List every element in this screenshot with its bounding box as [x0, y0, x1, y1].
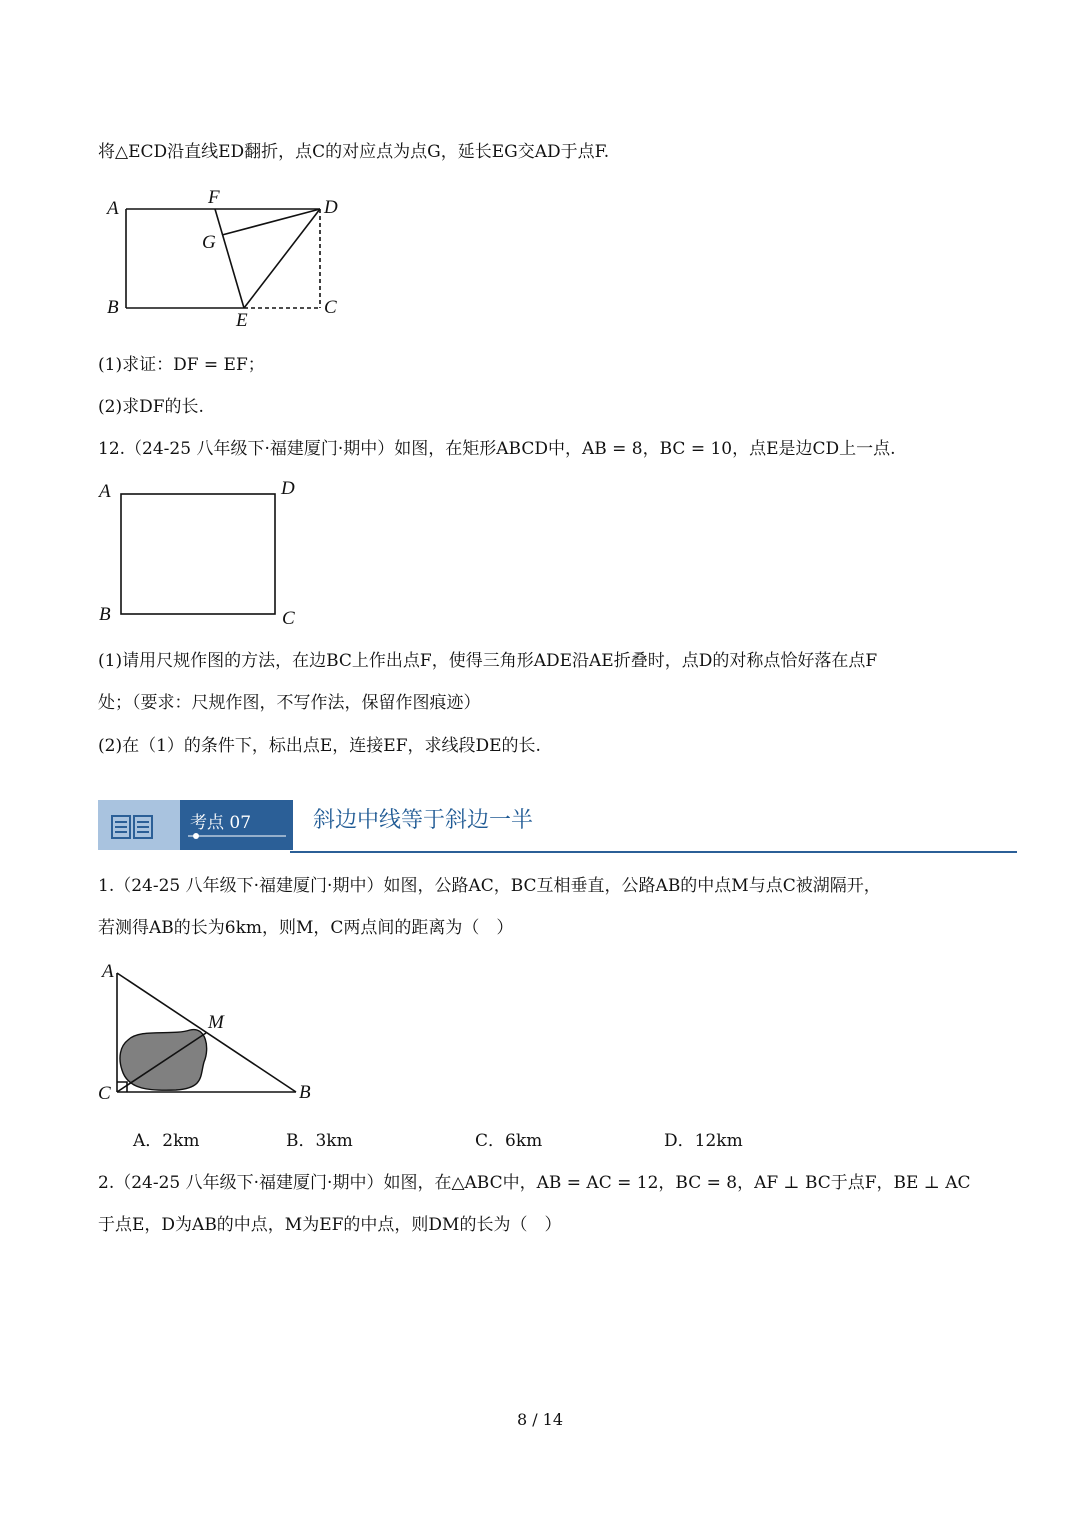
problem12-stem: 12.（24-25 八年级下·福建厦门·期中）如图，在矩形ABCD中，AB = 8，BC = 10，点E是边CD上一点. [98, 439, 896, 459]
fig2-label-B: B [99, 604, 111, 625]
fig1-label-C: C [324, 297, 337, 318]
problem1-stem-line1: 1.（24-25 八年级下·福建厦门·期中）如图，公路AC，BC互相垂直，公路AB的中点M与点C被湖隔开， [98, 876, 881, 896]
fig1-label-E: E [236, 310, 248, 331]
fig2-label-D: D [281, 478, 295, 499]
fig2-label-A: A [99, 481, 111, 502]
fig2-label-C: C [282, 608, 295, 629]
problem2-stem-line2: 于点E，D为AB的中点，M为EF的中点，则DM的长为（ ） [98, 1215, 562, 1235]
fig1-label-B: B [107, 297, 119, 318]
fig3-label-M: M [208, 1012, 224, 1033]
section-tag-label: 考点 07 [190, 813, 252, 833]
prev-question-2: (2)求DF的长. [98, 397, 204, 417]
problem1-option-c[interactable]: C．6km [475, 1131, 543, 1151]
fig3-label-C: C [98, 1083, 111, 1104]
problem1-option-b[interactable]: B．3km [286, 1131, 353, 1151]
fig3-label-B: B [299, 1082, 311, 1103]
problem1-stem-line2: 若测得AB的长为6km，则M，C两点间的距离为（ ） [98, 918, 514, 938]
prev-question-1: (1)求证：DF = EF； [98, 355, 265, 375]
problem12-question-1-line1: (1)请用尺规作图的方法，在边BC上作出点F，使得三角形ADE沿AE折叠时，点D的对称点恰好落在点F [98, 651, 878, 671]
fig1-label-A: A [107, 198, 119, 219]
fig1-label-D: D [324, 197, 338, 218]
page-number: 8 / 14 [516, 1410, 564, 1429]
section-divider [290, 851, 1017, 853]
problem2-stem-line1: 2.（24-25 八年级下·福建厦门·期中）如图，在△ABC中，AB = AC = 12，BC = 8，AF ⊥ BC于点F，BE ⊥ AC [98, 1173, 971, 1193]
prev-problem-intro: 将△ECD沿直线ED翻折，点C的对应点为点G，延长EG交AD于点F. [98, 142, 610, 162]
fig3-label-A: A [102, 961, 114, 982]
fig1-label-F: F [208, 187, 220, 208]
fig1-label-G: G [202, 232, 216, 253]
section-title: 斜边中线等于斜边一半 [313, 808, 534, 833]
problem12-question-1-line2: 处；（要求：尺规作图，不写作法，保留作图痕迹） [98, 693, 481, 713]
problem1-option-a[interactable]: A．2km [133, 1131, 200, 1151]
problem1-option-d[interactable]: D．12km [664, 1131, 743, 1151]
problem12-question-2: (2)在（1）的条件下，标出点E，连接EF，求线段DE的长. [98, 736, 541, 756]
